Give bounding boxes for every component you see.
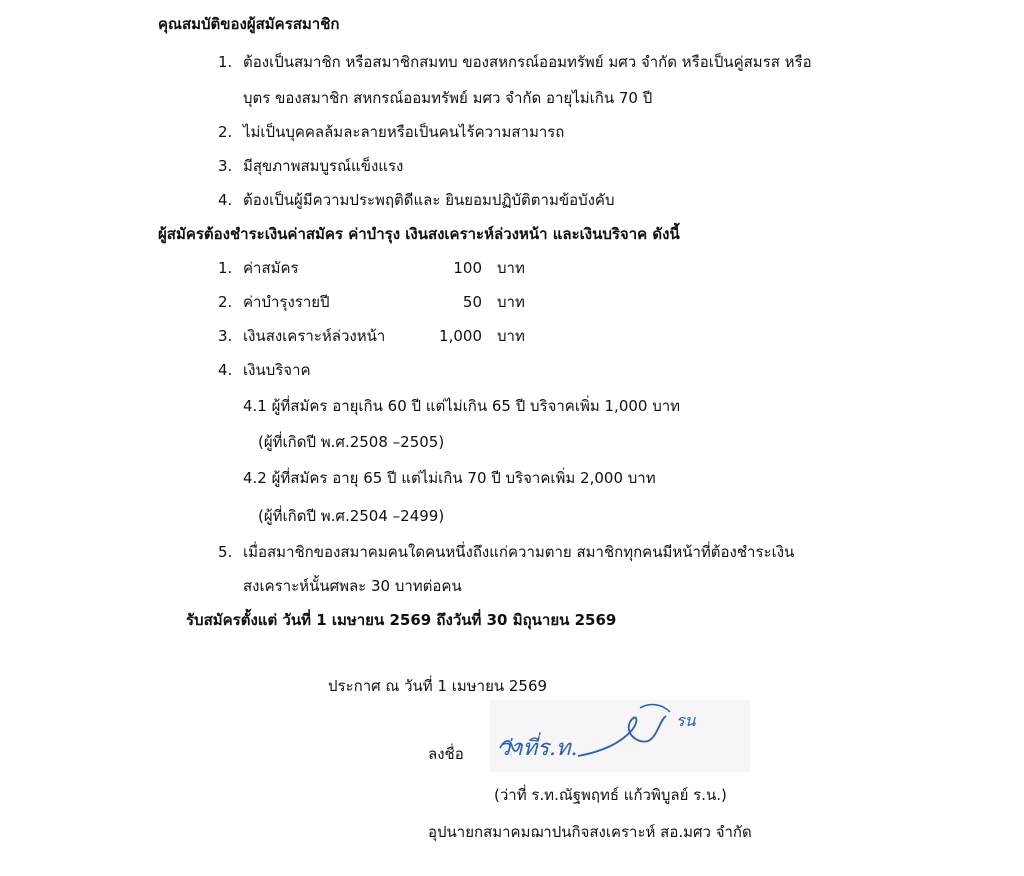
fee-unit: บาท [497,293,525,311]
qual-text: ต้องเป็นผู้มีความประพฤติดีและ ยินยอมปฏิบัติตามข้อบังคับ [243,191,615,209]
sign-label: ลงชื่อ [428,745,464,763]
fee-label: เงินสงเคราะห์ล่วงหน้า [243,327,386,345]
qual-number: 4. [218,191,233,209]
qual-text-continued: บุตร ของสมาชิก สหกรณ์ออมทรัพย์ มศว จำกัด อายุไม่เกิน 70 ปี [243,89,653,107]
signature-script: ว่าที่ร.ท. [498,736,578,761]
donation-item: 4.2 ผู้ที่สมัคร อายุ 65 ปี แต่ไม่เกิน 70 ปี บริจาคเพิ่ม 2,000 บาท [243,469,656,487]
announcement-date: ประกาศ ณ วันที่ 1 เมษายน 2569 [328,677,548,695]
fee-heading: ผู้สมัครต้องชำระเงินค่าสมัคร ค่าบำรุง เงินสงเคราะห์ล่วงหน้า และเงินบริจาค ดังนี้ [158,225,680,243]
fee-label: ค่าสมัคร [243,259,299,277]
application-period: รับสมัครตั้งแต่ วันที่ 1 เมษายน 2569 ถึงวันที่ 30 มิถุนายน 2569 [186,611,617,629]
qual-number: 2. [218,123,233,141]
signature-image [490,700,750,772]
fee-amount: 1,000 [439,327,482,345]
donation-number: 4. [218,361,233,379]
qual-text: ไม่เป็นบุคคลล้มละลายหรือเป็นคนไร้ความสามารถ [243,123,565,141]
qual-text: มีสุขภาพสมบูรณ์แข็งแรง [243,157,404,175]
signer-name: (ว่าที่ ร.ท.ณัฐพฤทธ์ แก้วพิบูลย์ ร.น.) [494,786,727,804]
fee-amount: 50 [462,293,482,311]
fee-number: 3. [218,327,233,345]
fee-number: 2. [218,293,233,311]
donation-item: 4.1 ผู้ที่สมัคร อายุเกิน 60 ปี แต่ไม่เกิน 65 ปี บริจาคเพิ่ม 1,000 บาท [243,397,681,415]
item5-text-continued: สงเคราะห์นั้นศพละ 30 บาทต่อคน [243,577,462,595]
signer-title: อุปนายกสมาคมฌาปนกิจสงเคราะห์ สอ.มศว จำกัด [428,823,752,841]
donation-label: เงินบริจาค [243,361,311,379]
item5-number: 5. [218,543,233,561]
fee-amount: 100 [453,259,482,277]
fee-number: 1. [218,259,233,277]
fee-label: ค่าบำรุงรายปี [243,293,330,311]
qual-number: 1. [218,53,233,71]
qual-text: ต้องเป็นสมาชิก หรือสมาชิกสมทบ ของสหกรณ์ออมทรัพย์ มศว จำกัด หรือเป็นคู่สมรส หรือ [243,53,812,71]
item5-text: เมื่อสมาชิกของสมาคมคนใดคนหนึ่งถึงแก่ความตาย สมาชิกทุกคนมีหน้าที่ต้องชำระเงิน [243,543,795,561]
fee-unit: บาท [497,259,525,277]
fee-unit: บาท [497,327,525,345]
signature-suffix: รน [676,711,696,730]
donation-item-note: (ผู้ที่เกิดปี พ.ศ.2504 –2499) [258,507,445,525]
qual-number: 3. [218,157,233,175]
qualification-heading: คุณสมบัติของผู้สมัครสมาชิก [158,15,340,33]
donation-item-note: (ผู้ที่เกิดปี พ.ศ.2508 –2505) [258,433,445,451]
